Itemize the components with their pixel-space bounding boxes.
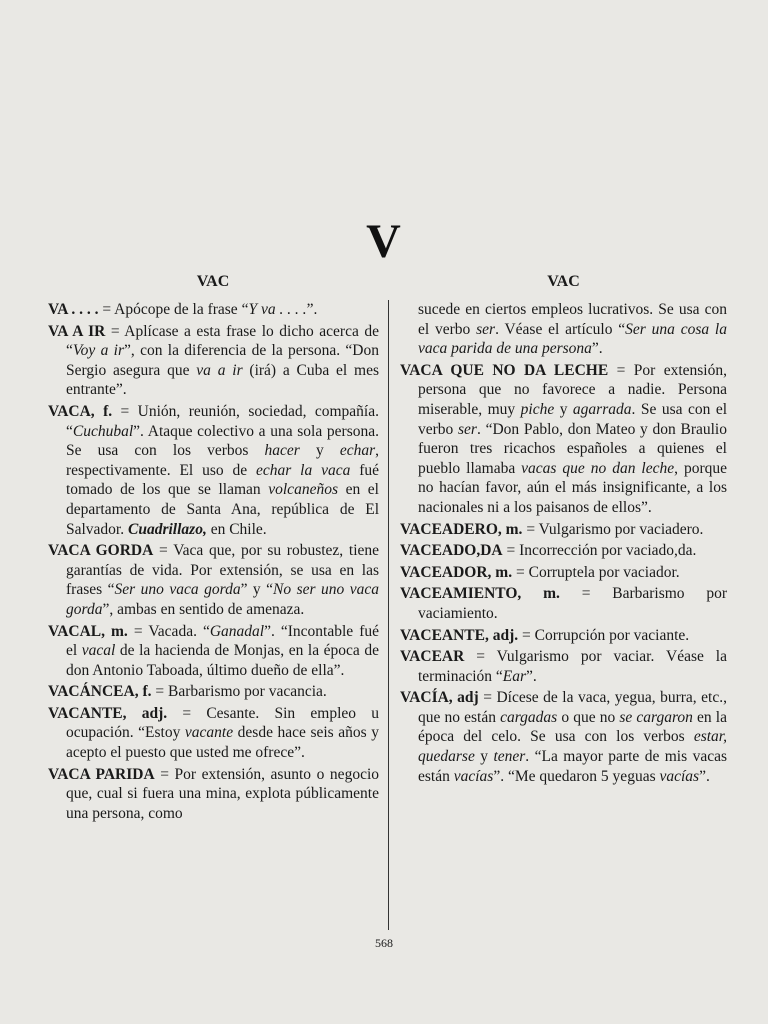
entry-italic: Ganadal bbox=[209, 622, 265, 640]
entry-italic: echar la vaca bbox=[255, 461, 351, 479]
dictionary-entry bbox=[48, 765, 379, 824]
entry-text: de la hacienda de Monjas, en la época de don Antonio Taboada, último dueño de ella”. bbox=[66, 642, 379, 679]
entry-text: fué tomado de los que se llaman bbox=[66, 461, 379, 499]
entry-italic: estar, quedarse bbox=[418, 728, 727, 766]
entry-text: . “Don Pablo, don Mateo y don Braulio fueron tres ricachos españoles a quienes el pueblo llamaba bbox=[418, 420, 727, 477]
entry-text: = Vulgarismo por vaciar. Véase la terminación “ bbox=[418, 648, 727, 685]
entry-text: = Unión, reunión, sociedad, compañía. “ bbox=[66, 402, 379, 440]
dictionary-entry bbox=[48, 682, 379, 702]
entry-headword: VACA QUE NO DA LECHE bbox=[400, 361, 609, 379]
dictionary-entry bbox=[48, 300, 379, 320]
dictionary-entry bbox=[48, 704, 379, 763]
section-letter: V bbox=[366, 215, 402, 268]
page-number: 568 bbox=[375, 936, 393, 950]
entry-text: ” y “ bbox=[240, 581, 274, 599]
entry-text: = Incorrección por vaciado,da. bbox=[502, 542, 697, 560]
entry-text: en la época del celo. Se usa con los verbos bbox=[418, 708, 727, 746]
entry-italic: cargadas bbox=[500, 708, 558, 726]
entry-italic: Cuchubal bbox=[72, 422, 134, 440]
entry-text: ”. “Me quedaron 5 yeguas bbox=[493, 767, 660, 785]
entry-text: . Véase el artículo “ bbox=[495, 320, 626, 338]
entry-italic: vacías bbox=[453, 767, 494, 785]
entry-text: = Dícese de la vaca, yegua, burra, etc., que no están bbox=[418, 689, 727, 726]
entry-italic: Ear bbox=[502, 667, 527, 685]
entry-italic: Voy a ir bbox=[72, 342, 125, 360]
entry-text: = Barbarismo por vaciamiento. bbox=[418, 585, 727, 622]
entry-text: sucede en ciertos empleos lucrativos. Se usa con el verbo bbox=[418, 301, 727, 338]
dictionary-entry bbox=[400, 584, 727, 623]
left-column bbox=[48, 300, 379, 825]
entry-italic: volcaneños bbox=[268, 481, 338, 499]
dictionary-entry bbox=[400, 520, 727, 540]
entry-text: y bbox=[554, 400, 573, 418]
right-column bbox=[400, 300, 727, 788]
entry-headword: VACEAR bbox=[400, 648, 465, 666]
entry-text: en el departamento de Santa Ana, república de El Salvador. bbox=[66, 481, 379, 538]
entry-text: = Barbarismo por vacancia. bbox=[151, 683, 327, 701]
entry-text: ”. Ataque colectivo a una sola persona. Se usa con los verbos bbox=[66, 422, 379, 460]
entry-italic: Ser uno vaca gorda bbox=[114, 581, 241, 599]
entry-text: = Aplícase a esta frase lo dicho acerca de “ bbox=[66, 322, 379, 360]
entry-headword: VACA GORDA bbox=[48, 542, 154, 560]
dictionary-entry bbox=[400, 626, 727, 646]
entry-headword: VACEADO,DA bbox=[400, 542, 503, 560]
entry-text: ”. bbox=[526, 667, 537, 685]
entry-text: y bbox=[474, 748, 494, 766]
entry-italic: va a ir bbox=[196, 361, 243, 379]
entry-text: o que no bbox=[557, 708, 620, 726]
entry-text: = Vulgarismo por vaciadero. bbox=[522, 520, 704, 538]
entry-text: ”. bbox=[591, 340, 603, 358]
entry-text: ”, con la diferencia de la persona. “Don Sergio asegura que bbox=[66, 342, 380, 379]
entry-headword: VACEADERO, m. bbox=[400, 520, 523, 538]
entry-headword: VA A IR bbox=[48, 322, 106, 340]
entry-text: ”. bbox=[699, 767, 710, 785]
entry-text: = Por extensión, asunto o negocio que, cual si fuera una mina, explota públicamente una persona, como bbox=[66, 765, 379, 822]
entry-italic: Y va . . . . bbox=[248, 301, 307, 318]
left-column-head: VAC bbox=[196, 273, 230, 290]
dictionary-entry bbox=[400, 563, 727, 583]
entry-text: en Chile. bbox=[206, 520, 267, 538]
dictionary-entry bbox=[48, 541, 379, 619]
entry-italic: se cargaron bbox=[619, 708, 693, 726]
entry-text: y bbox=[299, 442, 340, 460]
entry-headword: VACÍA, adj bbox=[400, 689, 479, 707]
entry-text: = Cesante. Sin empleo u ocupación. “Estoy bbox=[66, 704, 379, 742]
entry-italic: vacal bbox=[81, 642, 116, 660]
entry-bold-italic: Cuadrillazo, bbox=[128, 520, 207, 538]
dictionary-entry bbox=[48, 322, 379, 400]
dictionary-entry bbox=[400, 361, 727, 518]
entry-headword: VACEAMIENTO, m. bbox=[400, 585, 560, 603]
entry-italic: ser bbox=[476, 320, 496, 338]
right-column-head: VAC bbox=[547, 273, 580, 290]
entry-italic: hacer bbox=[264, 442, 300, 460]
entry-text: = Por extensión, persona que no favorece a nadie. Persona miserable, muy bbox=[418, 361, 727, 418]
entry-headword: VACANTE, adj. bbox=[48, 704, 168, 722]
dictionary-entry bbox=[400, 541, 727, 561]
entry-headword: VACEANTE, adj. bbox=[400, 626, 519, 644]
entry-headword: VACÁNCEA, f. bbox=[48, 683, 152, 701]
entry-headword: VACA, f. bbox=[48, 402, 113, 420]
dictionary-entry bbox=[400, 300, 727, 359]
dictionary-entry bbox=[48, 622, 379, 681]
entry-italic: tener bbox=[493, 748, 526, 766]
entry-text: = Apócope de la frase “ bbox=[98, 301, 249, 318]
entry-text: = Vaca que, por su robustez, tiene garantías de vida. Por extensión, se usa en las frases “ bbox=[66, 542, 380, 599]
entry-text: = Corrupción por vaciante. bbox=[518, 626, 690, 644]
entry-text: ”, ambas en sentido de amenaza. bbox=[102, 600, 305, 618]
entry-headword: VA . . . . bbox=[48, 301, 99, 318]
entry-italic: vacías bbox=[659, 767, 700, 785]
entry-headword: VACAL, m. bbox=[48, 622, 128, 640]
entry-italic: ser bbox=[458, 420, 477, 438]
entry-italic: No ser uno vaca gorda bbox=[66, 581, 380, 618]
entry-italic: agarrada bbox=[572, 400, 632, 418]
dictionary-entry bbox=[400, 647, 727, 686]
entry-text: = Corruptela por vaciador. bbox=[512, 563, 680, 581]
entry-italic: vacante bbox=[184, 724, 234, 742]
dictionary-entry bbox=[400, 688, 727, 786]
entry-text: . “La mayor parte de mis vacas están bbox=[418, 748, 727, 785]
entry-text: (irá) a Cuba el mes entrante”. bbox=[66, 361, 380, 399]
entry-text: , porque no hacían favor, aún el más insignificante, a los nacionales ni a los paisanos de ellos”. bbox=[418, 459, 727, 516]
entry-italic: Ser una cosa la vaca parida de una persona bbox=[418, 320, 727, 358]
entry-text: ”. “Incontable fué el bbox=[66, 622, 380, 660]
dictionary-entry bbox=[48, 402, 379, 539]
entry-text: , respectivamente. El uso de bbox=[66, 442, 380, 479]
show-through-bleed bbox=[0, 0, 768, 240]
entry-headword: VACEADOR, m. bbox=[400, 563, 513, 581]
entry-italic: echar bbox=[339, 442, 376, 460]
column-divider bbox=[388, 300, 389, 930]
entry-text: . Se usa con el verbo bbox=[418, 400, 728, 438]
entry-text: ”. bbox=[306, 301, 318, 318]
entry-italic: piche bbox=[520, 400, 555, 418]
entry-headword: VACA PARIDA bbox=[48, 765, 155, 783]
entry-italic: vacas que no dan leche bbox=[521, 459, 675, 477]
entry-text: desde hace seis años y acepto el puesto que usted me ofrece”. bbox=[66, 724, 379, 762]
entry-text: = Vacada. “ bbox=[127, 622, 210, 640]
